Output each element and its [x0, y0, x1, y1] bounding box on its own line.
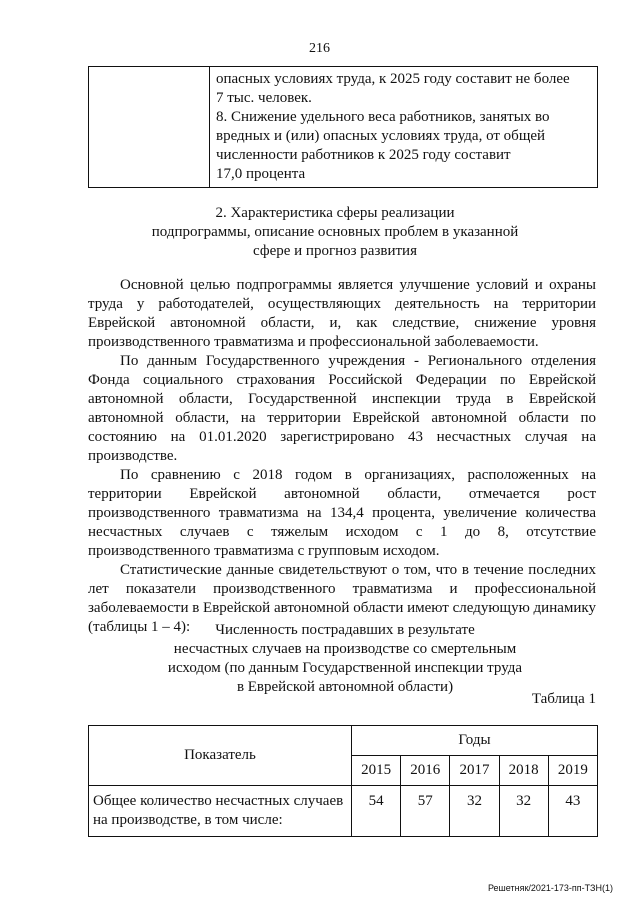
- table-caption-line: в Еврейской автономной области): [236, 679, 454, 695]
- continuation-line: вредных и (или) опасных условиях труда, от общей: [216, 128, 546, 144]
- continuation-line: 8. Снижение удельного веса работников, занятых во: [216, 109, 550, 125]
- data-table: [88, 725, 598, 837]
- year-header: 2019: [548, 756, 597, 786]
- continuation-line: численности работников к 2025 году составит: [216, 147, 511, 163]
- page-number: 216: [309, 41, 330, 56]
- row-label: Общее количество несчастных случаев на производстве, в том числе:: [89, 786, 352, 837]
- section-heading-line: сфере и прогноз развития: [253, 243, 417, 259]
- continuation-table: [88, 66, 598, 188]
- continuation-table-text-cell: [210, 67, 598, 188]
- document-id: Решетняк/2021-173-пп-ТЗН(1): [487, 883, 613, 893]
- section-heading: [120, 204, 550, 261]
- table-caption-line: Численность пострадавших в результате: [215, 622, 475, 638]
- year-header: 2017: [450, 756, 499, 786]
- section-heading-line: подпрограммы, описание основных проблем в указанной: [151, 224, 519, 240]
- paragraph: По сравнению с 2018 годом в организациях, расположенных на территории Еврейской автономной области, отмечается рост производственного травматизма на 134,4 процента, увеличение количества несчастных случаев с тяжелым исходом с 1 до 8, отсутствие производственного травматизма с групповым исходом.: [88, 467, 596, 559]
- row-value: 32: [499, 786, 548, 837]
- table-caption: [130, 621, 560, 697]
- paragraph: Статистические данные свидетельствуют о том, что в течение последних лет показатели производственного травматизма и профессиональной заболеваемости в Еврейской автономной области имеют следующую динамику (таблицы 1 – 4):: [88, 562, 596, 635]
- table-row: [89, 786, 598, 837]
- paragraph: По данным Государственного учреждения - Регионального отделения Фонда социального страхования Российской Федерации по Еврейской автономной области, Государственной инспекции труда в Еврейской автономной области, на территории Еврейской автономной области по состоянию на 01.01.2020 зарегистрировано 43 несчастных случая на производстве.: [88, 353, 596, 464]
- year-header: 2015: [352, 756, 401, 786]
- year-header: 2016: [401, 756, 450, 786]
- section-heading-line: 2. Характеристика сферы реализации: [215, 205, 455, 221]
- row-value: 32: [450, 786, 499, 837]
- continuation-line: 17,0 процента: [216, 166, 306, 182]
- table-caption-line: исходом (по данным Государственной инспекции труда: [167, 660, 523, 676]
- table-number: Таблица 1: [531, 691, 596, 707]
- continuation-line: 7 тыс. человек.: [216, 90, 312, 106]
- paragraph: Основной целью подпрограммы является улучшение условий и охраны труда у работодателей, осуществляющих деятельность на территории Еврейской автономной области, и, как следствие, снижение уровня производственного травматизма и профессиональной заболеваемости.: [88, 277, 596, 350]
- header-years: Годы: [352, 726, 598, 756]
- header-indicator: Показатель: [89, 726, 352, 786]
- continuation-table-left-cell: [89, 67, 210, 188]
- row-value: 54: [352, 786, 401, 837]
- row-value: 57: [401, 786, 450, 837]
- year-header: 2018: [499, 756, 548, 786]
- body-text: [88, 276, 596, 637]
- table-caption-line: несчастных случаев на производстве со смертельным: [173, 641, 517, 657]
- row-value: 43: [548, 786, 597, 837]
- continuation-line: опасных условиях труда, к 2025 году составит не более: [216, 71, 570, 87]
